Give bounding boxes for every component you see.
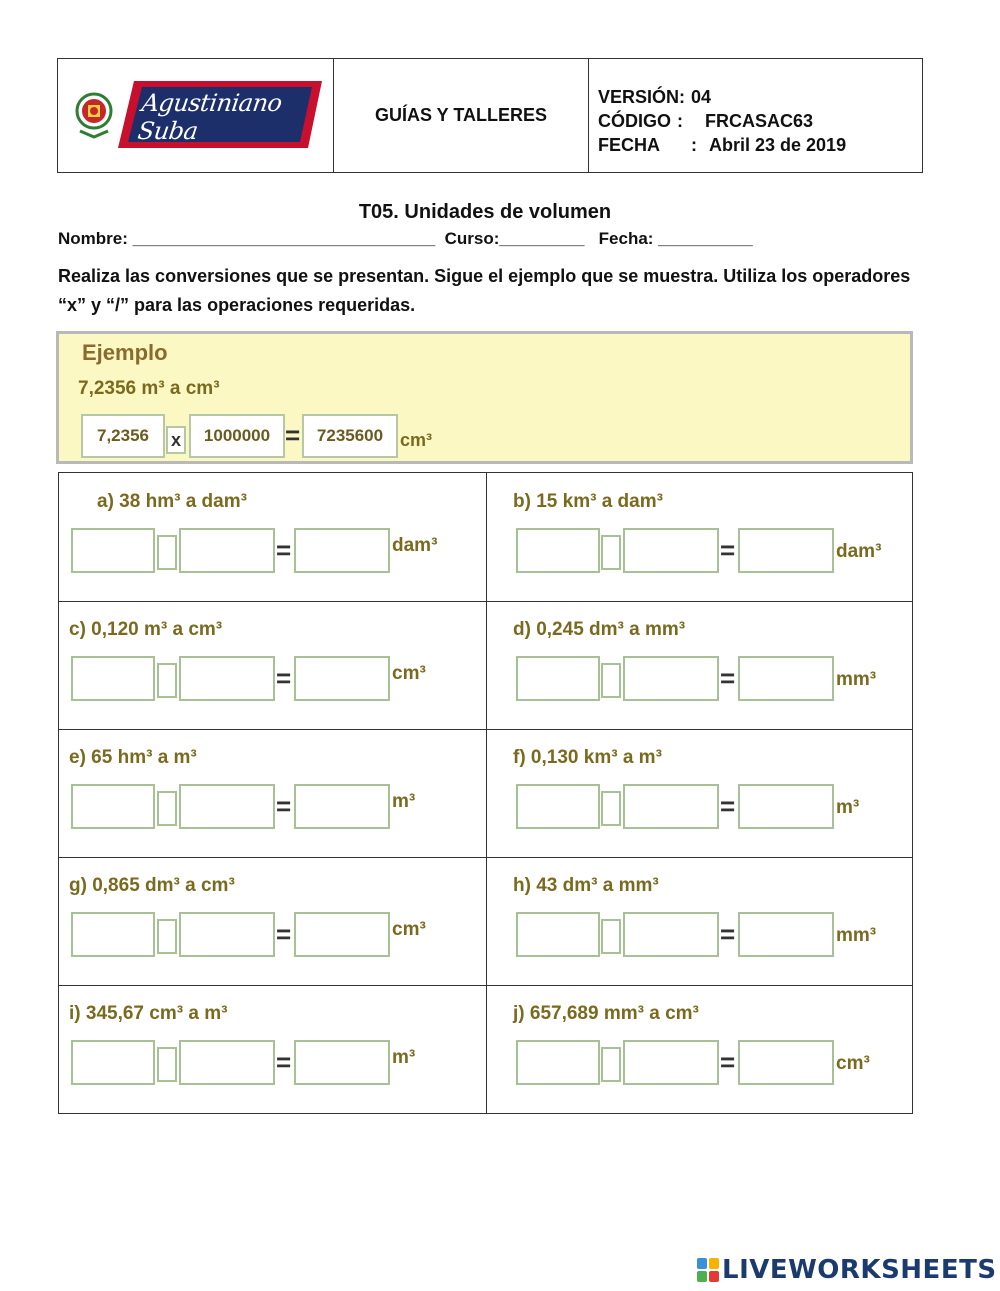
school-crest-icon <box>74 87 114 139</box>
unit-label: dam³ <box>392 535 438 556</box>
date-label: FECHA <box>598 135 660 155</box>
equals-sign: = <box>720 535 736 565</box>
equals-sign: = <box>276 535 292 565</box>
factor-input[interactable] <box>179 912 275 957</box>
factor-input[interactable] <box>179 528 275 573</box>
exercise-label: h) 43 dm³ a mm³ <box>513 875 659 896</box>
value-input[interactable] <box>516 912 600 957</box>
exercise-label: d) 0,245 dm³ a mm³ <box>513 619 686 640</box>
example-unit: cm³ <box>400 430 433 450</box>
result-input[interactable] <box>294 912 390 957</box>
exercise-j <box>487 985 914 1113</box>
exercise-b <box>487 473 914 601</box>
unit-label: dam³ <box>836 541 882 562</box>
factor-input[interactable] <box>623 528 719 573</box>
operator-input[interactable] <box>157 791 177 826</box>
result-input[interactable] <box>738 1040 834 1085</box>
unit-label: m³ <box>836 797 860 818</box>
operator-input[interactable] <box>157 1047 177 1082</box>
unit-label: mm³ <box>836 925 877 946</box>
example-prompt: 7,2356 m³ a cm³ <box>78 378 220 399</box>
exercise-label: f) 0,130 km³ a m³ <box>513 747 662 768</box>
date-value: Abril 23 de 2019 <box>709 135 847 155</box>
factor-input[interactable] <box>623 784 719 829</box>
version-row <box>598 85 922 109</box>
exercise-i <box>59 985 486 1113</box>
equals-sign: = <box>276 919 292 949</box>
operator-input[interactable] <box>601 663 621 698</box>
unit-label: m³ <box>392 1047 416 1068</box>
operator-input[interactable] <box>601 791 621 826</box>
exercise-label: i) 345,67 cm³ a m³ <box>69 1003 228 1024</box>
value-input[interactable] <box>516 1040 600 1085</box>
example-value-box: 7,2356 <box>81 414 165 458</box>
exercise-label: e) 65 hm³ a m³ <box>69 747 197 768</box>
result-input[interactable] <box>738 912 834 957</box>
value-input[interactable] <box>516 784 600 829</box>
example-heading: Ejemplo <box>82 340 168 365</box>
value-input[interactable] <box>71 528 155 573</box>
doc-meta <box>589 59 922 172</box>
result-input[interactable] <box>738 784 834 829</box>
exercise-f <box>487 729 914 857</box>
date-row: FECHA : Abril 23 de 2019 <box>598 135 847 155</box>
operator-input[interactable] <box>601 919 621 954</box>
logo-text: Agustiniano Suba <box>136 89 284 145</box>
example-result-box: 7235600 <box>302 414 398 458</box>
liveworksheets-logo-icon <box>697 1258 719 1282</box>
exercise-g <box>59 857 486 985</box>
exercise-e <box>59 729 486 857</box>
exercise-label: b) 15 km³ a dam³ <box>513 491 663 512</box>
result-input[interactable] <box>294 528 390 573</box>
exercise-grid <box>58 472 913 1114</box>
equals-sign: = <box>276 663 292 693</box>
exercise-d <box>487 601 914 729</box>
value-input[interactable] <box>516 656 600 701</box>
unit-label: cm³ <box>392 919 426 940</box>
example-operator-box: x <box>166 426 186 454</box>
exercise-label: a) 38 hm³ a dam³ <box>97 491 247 512</box>
instructions: Realiza las conversiones que se presentan. Sigue el ejemplo que se muestra. Utiliza los operadores “x” y “/” para las operaciones requeridas. <box>58 266 911 315</box>
exercise-label: j) 657,689 mm³ a cm³ <box>513 1003 699 1024</box>
factor-input[interactable] <box>623 1040 719 1085</box>
equals-sign: = <box>720 919 736 949</box>
result-input[interactable] <box>738 656 834 701</box>
factor-input[interactable] <box>179 1040 275 1085</box>
page-title: T05. Unidades de volumen <box>358 201 612 223</box>
watermark-text: LIVEWORKSHEETS <box>722 1255 997 1285</box>
version-label: VERSIÓN: <box>598 87 686 107</box>
exercise-label: c) 0,120 m³ a cm³ <box>69 619 223 640</box>
example-factor-box: 1000000 <box>189 414 285 458</box>
factor-input[interactable] <box>179 784 275 829</box>
operator-input[interactable] <box>157 535 177 570</box>
equals-sign: = <box>276 791 292 821</box>
code-row: CÓDIGO : FRCASAC63 <box>598 111 814 131</box>
unit-label: cm³ <box>392 663 426 684</box>
logo-cell <box>58 59 334 172</box>
equals-sign: = <box>720 1047 736 1077</box>
factor-input[interactable] <box>623 656 719 701</box>
operator-input[interactable] <box>601 1047 621 1082</box>
result-input[interactable] <box>294 1040 390 1085</box>
guide-label: GUÍAS Y TALLERES <box>334 59 589 172</box>
result-input[interactable] <box>294 784 390 829</box>
value-input[interactable] <box>71 1040 155 1085</box>
operator-input[interactable] <box>157 919 177 954</box>
student-fields: Nombre: ________________________________ Curso:_________ Fecha: __________ <box>58 229 753 248</box>
unit-label: mm³ <box>836 669 877 690</box>
document-header <box>57 58 923 173</box>
exercise-label: g) 0,865 dm³ a cm³ <box>69 875 235 896</box>
exercise-c <box>59 601 486 729</box>
factor-input[interactable] <box>179 656 275 701</box>
code-value: FRCASAC63 <box>705 111 814 131</box>
unit-label: cm³ <box>836 1053 870 1074</box>
result-input[interactable] <box>294 656 390 701</box>
equals-sign: = <box>720 663 736 693</box>
unit-label: m³ <box>392 791 416 812</box>
factor-input[interactable] <box>623 912 719 957</box>
equals-sign: = <box>720 791 736 821</box>
example-box <box>56 331 913 464</box>
value-input[interactable] <box>71 784 155 829</box>
value-input[interactable] <box>71 656 155 701</box>
value-input[interactable] <box>71 912 155 957</box>
exercise-a <box>59 473 486 601</box>
liveworksheets-watermark <box>697 1255 997 1285</box>
operator-input[interactable] <box>157 663 177 698</box>
operator-input[interactable] <box>601 535 621 570</box>
code-label: CÓDIGO <box>598 111 672 131</box>
result-input[interactable] <box>738 528 834 573</box>
exercise-h <box>487 857 914 985</box>
equals-sign: = <box>276 1047 292 1077</box>
version-value: 04 <box>691 87 712 107</box>
example-equals: = <box>285 420 301 450</box>
value-input[interactable] <box>516 528 600 573</box>
